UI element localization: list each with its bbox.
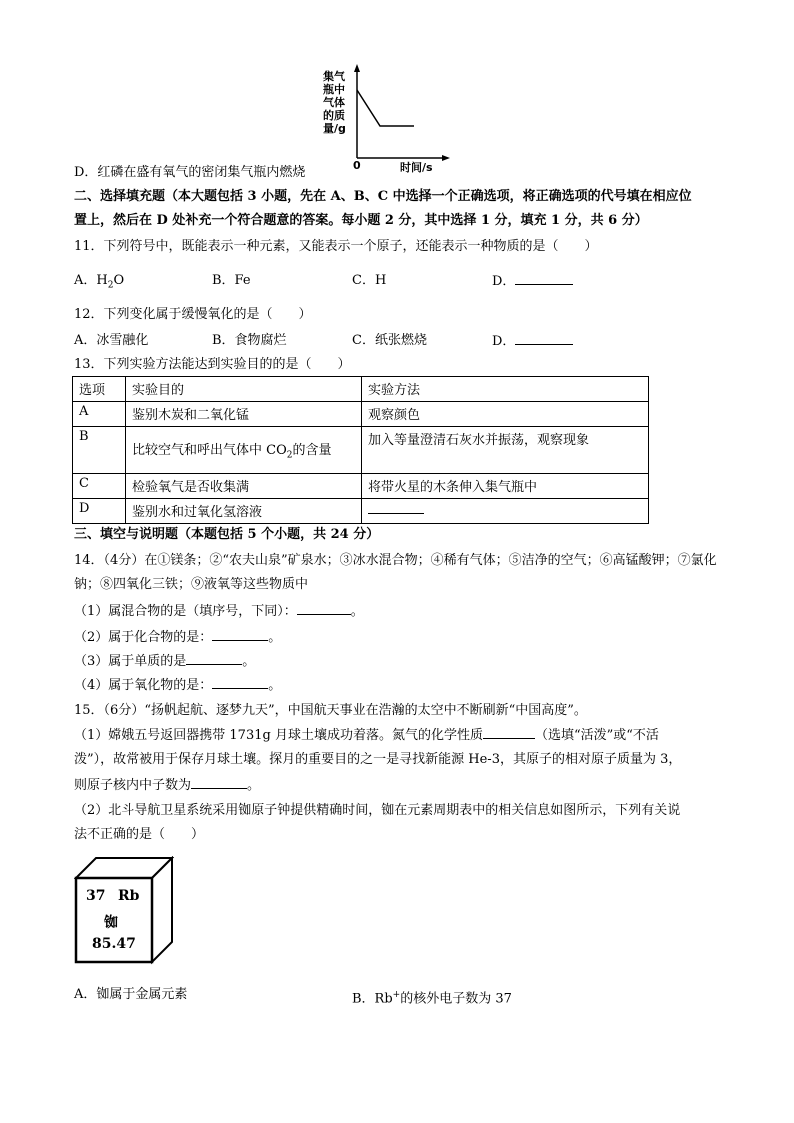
section2-title-line2: 置上，然后在 D 处补充一个符合题意的答案。每小题 2 分，其中选择 1 分，填充 1 分，共 6 分）	[74, 213, 648, 228]
q14-part3-blank[interactable]	[186, 652, 242, 665]
q14-part3	[74, 652, 255, 671]
q14-part4-end: 。	[268, 678, 282, 693]
mass-curve	[357, 90, 414, 126]
q15-p1-blank1[interactable]	[483, 726, 535, 739]
q12-option-d	[492, 332, 573, 351]
y-label-line: 瓶中	[323, 83, 345, 96]
origin-label: 0	[353, 159, 361, 172]
q15-p1-text-b: （选填“活泼”或“不活	[534, 728, 659, 743]
q12-stem: 12．下列变化属于缓慢氧化的是（ ）	[74, 307, 312, 322]
y-label-line: 的质	[323, 109, 345, 122]
q14-stem-line1: 14．（4分）在①镁条；②“农夫山泉”矿泉水；③冰水混合物；④稀有气体；⑤洁净的空气；⑥高锰酸钾；⑦氯化	[74, 553, 717, 568]
row-option: A	[73, 402, 126, 427]
q14-part2	[74, 628, 281, 647]
q15-part2-line1: （2）北斗导航卫星系统采用铷原子钟提供精确时间，铷在元素周期表中的相关信息如图所示，下列有关说	[74, 803, 681, 818]
q15-part1-line1	[74, 726, 659, 745]
q14-part2-end: 。	[268, 630, 282, 645]
y-label-line: 集气	[323, 70, 345, 83]
q11-option-d	[492, 272, 573, 291]
q11-d-text: D．	[492, 274, 516, 289]
header-goal: 实验目的	[126, 377, 362, 402]
q11-option-a	[74, 272, 124, 295]
q15-p1-text: （1）嫦娥五号返回器携带 1731g 月球土壤成功着落。氮气的化学性质	[74, 728, 483, 743]
row-option: C	[73, 474, 126, 499]
q11-option-b: B．Fe	[212, 273, 251, 288]
q15-p1-blank2[interactable]	[191, 776, 247, 789]
rubidium-element-card	[74, 856, 174, 966]
section3-title: 三、填空与说明题（本题包括 5 个小题，共 24 分）	[74, 527, 380, 542]
q12-option-a: A．冰雪融化	[74, 333, 149, 348]
row-goal	[126, 427, 362, 474]
q14-part3-end: 。	[242, 654, 256, 669]
q12-d-blank[interactable]	[515, 332, 573, 345]
q14-part4	[74, 676, 281, 695]
q11-a-text: A．H	[74, 273, 108, 288]
q14-part1	[74, 602, 364, 621]
co2-subscript: 2	[286, 450, 293, 461]
section2-title-line1: 二、选择填充题（本大题包括 3 小题，先在 A、B、C 中选择一个正确选项，将正确选项的代号填在相应位	[74, 189, 692, 204]
q13-stem: 13．下列实验方法能达到实验目的的是（ ）	[74, 357, 351, 372]
q15-stem: 15．（6分）“扬帆起航、逐梦九天”，中国航天事业在浩瀚的太空中不断刷新“中国高度”。	[74, 703, 587, 718]
q11-stem: 11．下列符号中，既能表示一种元素，又能表示一个原子，还能表示一种物质的是（ ）	[74, 239, 598, 254]
q12-d-text: D．	[492, 334, 516, 349]
y-axis-arrow-icon	[354, 64, 360, 72]
q14-part4-blank[interactable]	[212, 676, 268, 689]
row-goal: 检验氧气是否收集满	[126, 474, 362, 499]
q14-part1-text: （1）属混合物的是（填序号，下同）：	[74, 604, 297, 619]
header-method: 实验方法	[362, 377, 649, 402]
row-goal-text-end: 的含量	[292, 443, 332, 459]
header-option: 选项	[73, 377, 126, 402]
q15-p1-end: 。	[247, 778, 261, 793]
q10-option-d: D．红磷在盛有氧气的密闭集气瓶内燃烧	[74, 165, 306, 180]
y-axis-label	[323, 70, 346, 135]
q12-option-c: C．纸张燃烧	[352, 333, 427, 348]
q13-experiment-table	[72, 376, 649, 524]
q11-d-blank[interactable]	[515, 272, 573, 285]
q15-b-text-end: 的核外电子数为 37	[400, 991, 512, 1007]
table-row	[73, 499, 649, 524]
q15-option-b	[352, 986, 512, 1008]
q14-part1-blank[interactable]	[297, 602, 351, 615]
q15-option-a: A．铷属于金属元素	[74, 987, 188, 1002]
q15-b-text: B．Rb	[352, 991, 393, 1007]
row-goal: 鉴别木炭和二氧化锰	[126, 402, 362, 427]
row-method: 将带火星的木条伸入集气瓶中	[362, 474, 649, 499]
q14-part2-blank[interactable]	[212, 628, 268, 641]
mass-time-graph	[320, 62, 450, 172]
q15-part1-line2: 泼”），故常被用于保存月球土壤。探月的重要目的之一是寻找新能源 He-3，其原子的相对原子质量为 3，	[74, 752, 682, 767]
q12-option-b: B．食物腐烂	[212, 333, 287, 348]
q11-a-subscript: 2	[107, 280, 114, 291]
table-row	[73, 474, 649, 499]
rb-ion-charge: +	[392, 990, 401, 1000]
row-option: B	[73, 427, 126, 474]
q15-part2-line2: 法不正确的是（ ）	[74, 827, 205, 842]
q14-part4-text: （4）属于氧化物的是：	[74, 678, 213, 693]
table-row	[73, 427, 649, 474]
q14-part1-end: 。	[350, 604, 364, 619]
row-method: 观察颜色	[362, 402, 649, 427]
row-method-blank-cell	[362, 499, 649, 524]
q14-part3-text: （3）属于单质的是	[74, 654, 187, 669]
atomic-number: 37	[86, 888, 106, 904]
q15-p1-text-d: 则原子核内中子数为	[74, 778, 192, 793]
y-label-line: 气体	[323, 96, 345, 109]
relative-atomic-mass: 85.47	[92, 936, 136, 952]
row-goal: 鉴别水和过氧化氢溶液	[126, 499, 362, 524]
element-name: 铷	[104, 915, 118, 931]
x-axis-label: 时间/s	[400, 161, 433, 174]
q15-part1-line3	[74, 776, 260, 795]
q11-a-text-end: O	[113, 273, 125, 288]
q11-option-c: C．H	[352, 273, 387, 288]
x-axis-arrow-icon	[442, 155, 450, 161]
q14-stem-line2: 钠；⑧四氧化三铁；⑨液氧等这些物质中	[74, 577, 309, 592]
element-symbol: Rb	[118, 888, 140, 904]
table-row	[73, 402, 649, 427]
row-goal-text: 比较空气和呼出气体中 CO	[132, 443, 287, 459]
table-header-row	[73, 377, 649, 402]
row-method: 加入等量澄清石灰水并振荡，观察现象	[362, 427, 649, 474]
row-option: D	[73, 499, 126, 524]
y-label-line: 量/g	[323, 122, 346, 135]
q13-d-blank[interactable]	[368, 501, 424, 514]
q14-part2-text: （2）属于化合物的是：	[74, 630, 213, 645]
